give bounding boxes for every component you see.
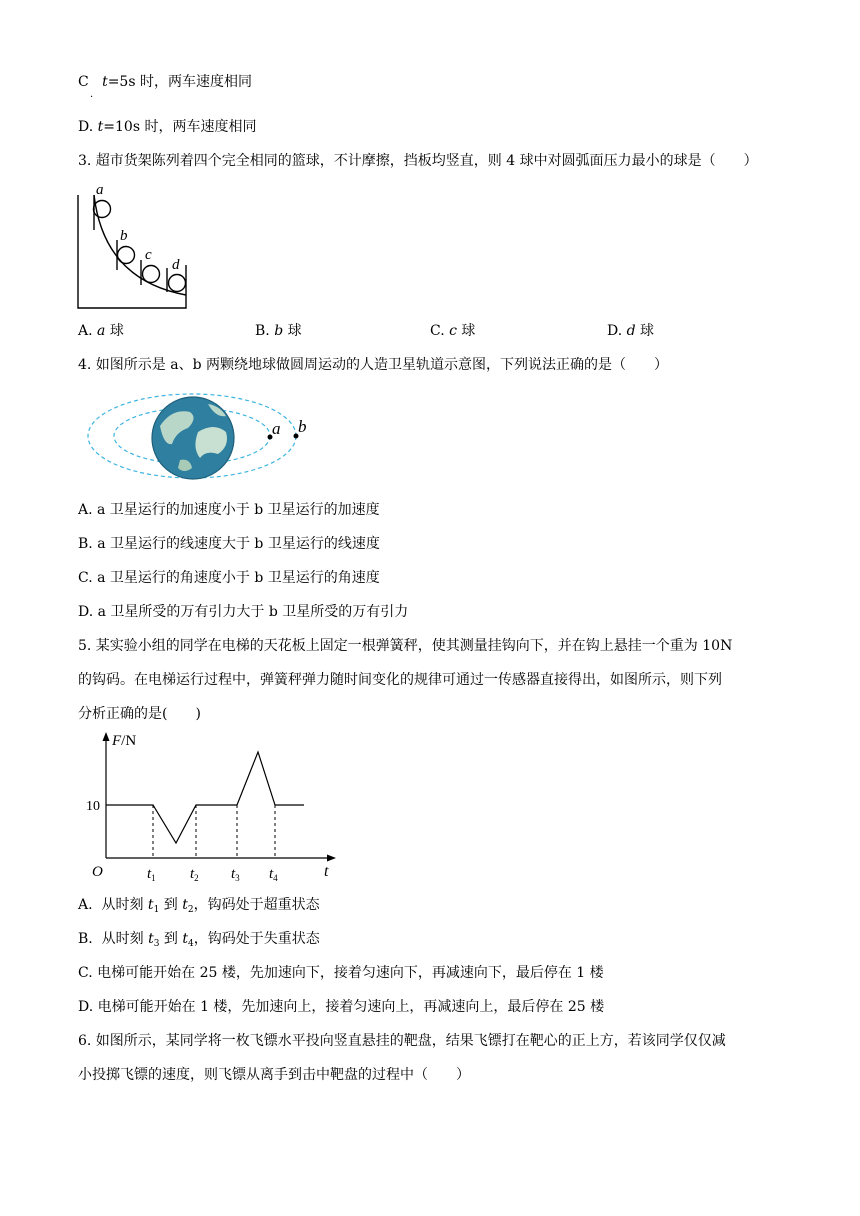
- dot-mark: ·: [90, 92, 94, 103]
- q5-stem-line-3: 分析正确的是( ): [78, 706, 201, 722]
- ball-b: [118, 247, 135, 264]
- q2-option-c: C t=5s 时，两车速度相同: [78, 74, 252, 90]
- x-axis-arrow: [327, 855, 336, 862]
- q3-shelf-figure: [74, 180, 194, 312]
- q4-orbit-figure: [80, 388, 320, 484]
- q4-option-d: D. a 卫星所受的万有引力大于 b 卫星所受的万有引力: [78, 604, 409, 620]
- q5-force-time-graph: [84, 728, 344, 886]
- q2-option-d: D. t=10s 时，两车速度相同: [78, 119, 257, 135]
- y-axis-arrow: [103, 732, 110, 741]
- satellite-label-a: a: [272, 419, 281, 438]
- q5-option-a: A. 从时刻 $t_1$ 到 $t_2$，钩码处于超重状态: [78, 897, 320, 915]
- y-axis-label: F/N: [112, 733, 137, 749]
- q6-stem-line-2: 小投掷飞镖的速度，则飞镖从离手到击中靶盘的过程中（ ）: [78, 1067, 470, 1083]
- ball-c: [143, 266, 160, 283]
- q4-option-c: C. a 卫星运行的角速度小于 b 卫星运行的角速度: [78, 570, 380, 586]
- x-axis-label: t: [324, 863, 329, 880]
- t3-label: $t_3$: [231, 866, 240, 883]
- ball-label-c: c: [145, 247, 152, 263]
- t1-label: $t_1$: [147, 866, 156, 883]
- q4-option-b: B. a 卫星运行的线速度大于 b 卫星运行的线速度: [78, 536, 380, 552]
- origin-label: O: [92, 864, 103, 880]
- shelf-arc: [94, 195, 186, 295]
- q3-option-b: B. b 球: [255, 323, 302, 339]
- q3-option-c: C. c 球: [430, 323, 476, 339]
- t2-label: $t_2$: [190, 866, 199, 883]
- t4-label: $t_4$: [269, 866, 278, 883]
- ball-d: [169, 275, 186, 292]
- q3-stem: 3. 超市货架陈列着四个完全相同的篮球，不计摩擦，挡板均竖直，则 4 球中对圆弧面压力最小的球是（ ）: [78, 153, 758, 169]
- q4-option-a: A. a 卫星运行的加速度小于 b 卫星运行的加速度: [78, 502, 380, 518]
- q6-stem-line-1: 6. 如图所示，某同学将一枚飞镖水平投向竖直悬挂的靶盘，结果飞镖打在靶心的正上方，若该同学仅仅减: [78, 1033, 726, 1049]
- force-curve: [106, 752, 304, 843]
- ball-label-d: d: [172, 257, 180, 273]
- q4-stem: 4. 如图所示是 a、b 两颗绕地球做圆周运动的人造卫星轨道示意图，下列说法正确的是（ ）: [78, 357, 669, 373]
- q5-option-c: C. 电梯可能开始在 25 楼，先加速向下，接着匀速向下，再减速向下，最后停在 1 楼: [78, 965, 604, 981]
- y-tick-10: 10: [86, 799, 100, 814]
- q3-option-a: A. a 球: [78, 323, 124, 339]
- q5-stem-line-2: 的钩码。在电梯运行过程中，弹簧秤弹力随时间变化的规律可通过一传感器直接得出，如图所示，则下列: [78, 672, 722, 688]
- earth-icon: [152, 397, 234, 479]
- q5-option-b: B. 从时刻 $t_3$ 到 $t_4$，钩码处于失重状态: [78, 931, 320, 949]
- satellite-label-b: b: [298, 417, 307, 436]
- q5-option-d: D. 电梯可能开始在 1 楼，先加速向上，接着匀速向上，再减速向上，最后停在 25 楼: [78, 999, 605, 1015]
- q3-option-d: D. d 球: [607, 323, 655, 339]
- q5-stem-line-1: 5. 某实验小组的同学在电梯的天花板上固定一根弹簧秤，使其测量挂钩向下，并在钩上悬挂一个重为 10N: [78, 638, 733, 654]
- ball-label-a: a: [96, 182, 104, 198]
- ball-label-b: b: [120, 228, 128, 244]
